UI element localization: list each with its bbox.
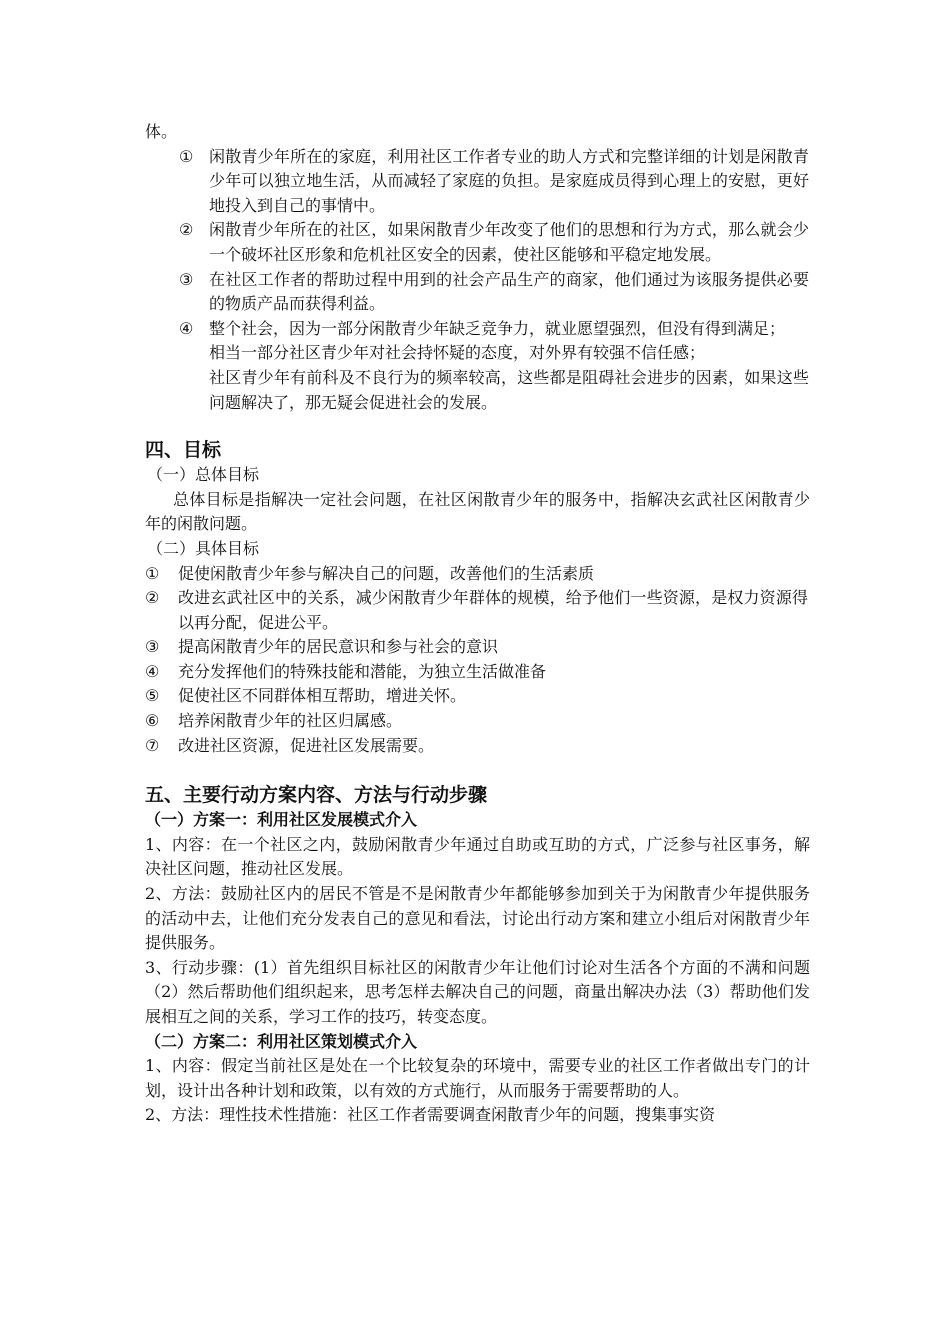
- section-heading-actions: 五、主要行动方案内容、方法与行动步骤: [145, 784, 488, 807]
- section-heading-goals: 四、目标: [145, 439, 222, 462]
- list-marker: ④: [145, 661, 160, 681]
- list-text: 整个社会，因为一部分闲散青少年缺乏竞争力，就业愿望强烈，但没有得到满足；: [209, 318, 786, 338]
- list-marker: ③: [145, 637, 160, 657]
- list-item: [145, 635, 810, 660]
- list-text: 在社区工作者的帮助过程中用到的社会产品生产的商家，他们通过为该服务提供必要的物质产品而获得利益。: [209, 269, 809, 314]
- list-text: 改进玄武社区中的关系，减少闲散青少年群体的规模，给予他们一些资源，是权力资源得以再分配，促进公平。: [178, 588, 808, 632]
- list-marker: ④: [179, 318, 194, 338]
- list-marker: ⑤: [145, 686, 160, 706]
- subheading-specific-goals: （二）具体目标: [147, 538, 260, 558]
- plan2-heading: （二）方案二：利用社区策划模式介入: [145, 1031, 418, 1051]
- list-item: [145, 709, 810, 734]
- list-text: 促使社区不同群体相互帮助，增进关怀。: [178, 686, 467, 706]
- list-marker: ①: [145, 563, 160, 583]
- list-continuation: 相当一部分社区青少年对社会持怀疑的态度，对外界有较强不信任感；: [209, 343, 706, 363]
- list-text: 闲散青少年所在的家庭，利用社区工作者专业的助人方式和完整详细的计划是闲散青少年可以独立地生活，从而减轻了家庭的负担。是家庭成员得到心理上的安慰，更好地投入到自己的事情中。: [209, 146, 809, 215]
- list-item: [145, 268, 810, 317]
- list-marker: ⑦: [145, 735, 160, 755]
- list-item: [145, 145, 810, 219]
- list-item: [145, 684, 810, 709]
- stakeholder-list: [145, 145, 810, 416]
- list-continuation: 社区青少年有前科及不良行为的频率较高，这些都是阻碍社会进步的因素，如果这些问题解决了，那无疑会促进社会的发展。: [209, 367, 809, 412]
- list-item: [145, 660, 810, 685]
- plan1-heading: （一）方案一：利用社区发展模式介入: [145, 810, 418, 830]
- intro-tail: 体。: [145, 122, 178, 141]
- list-text: 培养闲散青少年的社区归属感。: [178, 711, 403, 731]
- plan2-method: 2、方法：理性技术性措施：社区工作者需要调查闲散青少年的问题，搜集事实资: [145, 1105, 716, 1125]
- subheading-overall-goal: （一）总体目标: [147, 465, 260, 485]
- list-item: [145, 734, 810, 759]
- list-item: [145, 317, 810, 342]
- list-item: [145, 562, 810, 587]
- goal-list: [145, 562, 810, 759]
- list-item: [145, 218, 810, 267]
- list-text: 改进社区资源，促进社区发展需要。: [178, 735, 435, 755]
- plan2-content: 1、内容：假定当前社区是处在一个比较复杂的环境中，需要专业的社区工作者做出专门的计划，设计出各种计划和政策，以有效的方式施行，从而服务于需要帮助的人。: [145, 1056, 810, 1100]
- list-text: 闲散青少年所在的社区，如果闲散青少年改变了他们的思想和行为方式，那么就会少一个破坏社区形象和危机社区安全的因素，使社区能够和平稳定地发展。: [209, 220, 809, 264]
- list-text: 提高闲散青少年的居民意识和参与社会的意识: [178, 637, 499, 657]
- list-text: 促使闲散青少年参与解决自己的问题，改善他们的生活素质: [178, 563, 595, 583]
- plan1-content: 1、内容：在一个社区之内，鼓励闲散青少年通过自助或互助的方式，广泛参与社区事务，解决社区问题，推动社区发展。: [145, 834, 810, 879]
- plan1-steps: 3、行动步骤：(1）首先组织目标社区的闲散青少年让他们讨论对生活各个方面的不满和问题（2）然后帮助他们组织起来，思考怎样去解决自己的问题，商量出解决办法（3）帮助他们发展相互之间的关系，学习工作的技巧，转变态度。: [145, 957, 810, 1026]
- document-body: [145, 120, 810, 1128]
- list-marker: ⑥: [145, 711, 160, 731]
- list-text: 充分发挥他们的特殊技能和潜能，为独立生活做准备: [178, 661, 547, 681]
- list-marker: ③: [179, 269, 194, 289]
- overall-goal-text: 总体目标是指解决一定社会问题，在社区闲散青少年的服务中，指解决玄武社区闲散青少年的闲散问题。: [145, 489, 810, 534]
- list-item: [145, 586, 810, 635]
- plan1-method: 2、方法：鼓励社区内的居民不管是不是闲散青少年都能够参加到关于为闲散青少年提供服务的活动中去，让他们充分发表自己的意见和看法，讨论出行动方案和建立小组后对闲散青少年提供服务。: [145, 884, 810, 953]
- list-marker: ①: [179, 146, 194, 166]
- list-marker: ②: [179, 220, 194, 240]
- list-marker: ②: [145, 588, 160, 608]
